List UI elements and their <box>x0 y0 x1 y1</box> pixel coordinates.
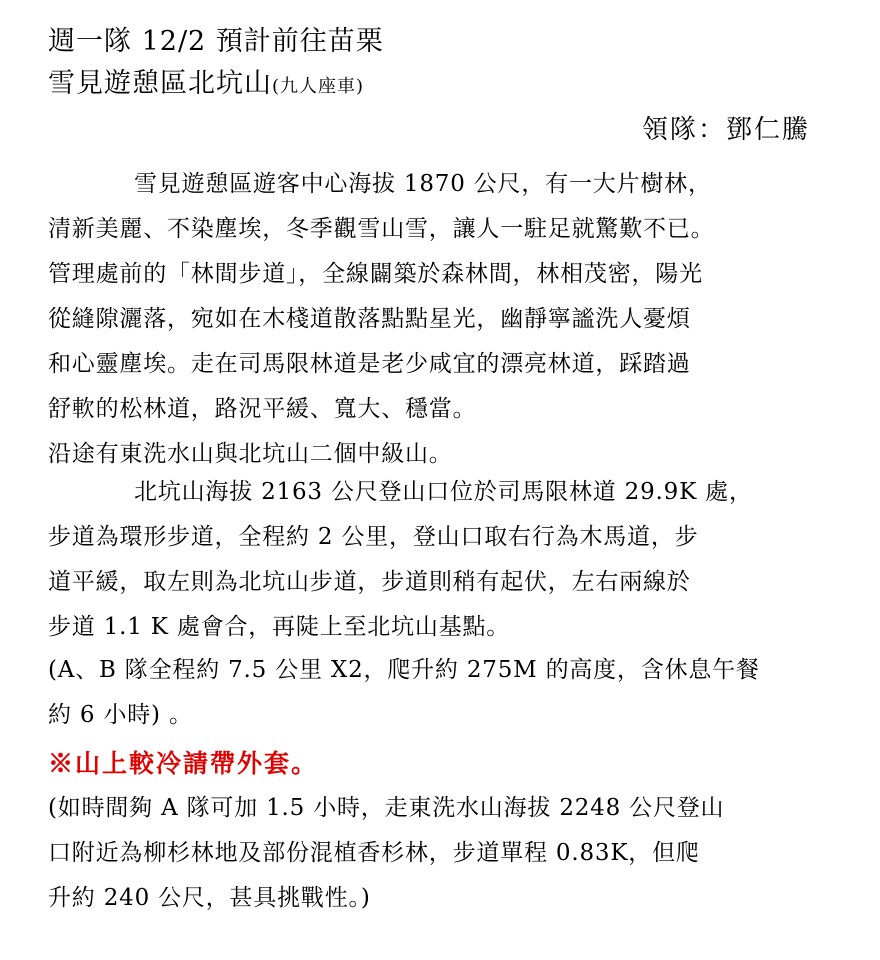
title-line-1: 週一隊 12/2 預計前往苗栗 <box>48 26 384 57</box>
intro-line: 清新美麗、不染塵埃，冬季觀雪山雪，讓人一駐足就驚歎不已。 <box>48 216 715 242</box>
optional-line: 口附近為柳杉林地及部份混植香杉林，步道單程 0.83K，但爬 <box>48 840 700 866</box>
route-line: 步道為環形步道，全程約 2 公里，登山口取右行為木馬道，步 <box>48 524 699 550</box>
title-vehicle-note: (九人座車) <box>272 76 365 97</box>
route-paragraph <box>48 470 838 650</box>
optional-paragraph <box>48 786 838 921</box>
route-line: 道平緩，取左則為北坑山步道，步道則稍有起伏，左右兩線於 <box>48 569 691 595</box>
route-line: 步道 1.1 K 處會合，再陡上至北坑山基點。 <box>48 614 511 640</box>
distance-line: 約 6 小時) 。 <box>48 702 193 728</box>
intro-line: 管理處前的「林間步道」，全線闢築於森林間，林相茂密，陽光 <box>48 261 703 287</box>
distance-paragraph <box>48 648 838 738</box>
title-destination: 雪見遊憩區北坑山 <box>48 68 272 99</box>
route-line: 北坑山海拔 2163 公尺登山口位於司馬限林道 29.9K 處， <box>134 479 753 505</box>
intro-line: 舒軟的松林道，路況平緩、寬大、穩當。 <box>48 396 477 422</box>
distance-line: (A、B 隊全程約 7.5 公里 X2，爬升約 275M 的高度，含休息午餐 <box>48 657 760 683</box>
intro-paragraph <box>48 162 838 477</box>
intro-line: 從縫隙灑落，宛如在木棧道散落點點星光，幽靜寧謐洗人憂煩 <box>48 306 691 332</box>
intro-line: 雪見遊憩區遊客中心海拔 1870 公尺，有一大片樹林， <box>134 171 712 197</box>
warning-note: ※山上較冷請帶外套。 <box>48 749 319 778</box>
leader-name: 領隊：鄧仁騰 <box>641 115 810 145</box>
intro-line: 和心靈塵埃。走在司馬限林道是老少咸宜的漂亮林道，踩踏過 <box>48 351 691 377</box>
title-line-2 <box>48 66 364 105</box>
optional-line: (如時間夠 A 隊可加 1.5 小時，走東洗水山海拔 2248 公尺登山 <box>48 795 725 821</box>
optional-line: 升約 240 公尺，甚具挑戰性。) <box>48 885 371 911</box>
intro-line: 沿途有東洗水山與北坑山二個中級山。 <box>48 441 453 467</box>
